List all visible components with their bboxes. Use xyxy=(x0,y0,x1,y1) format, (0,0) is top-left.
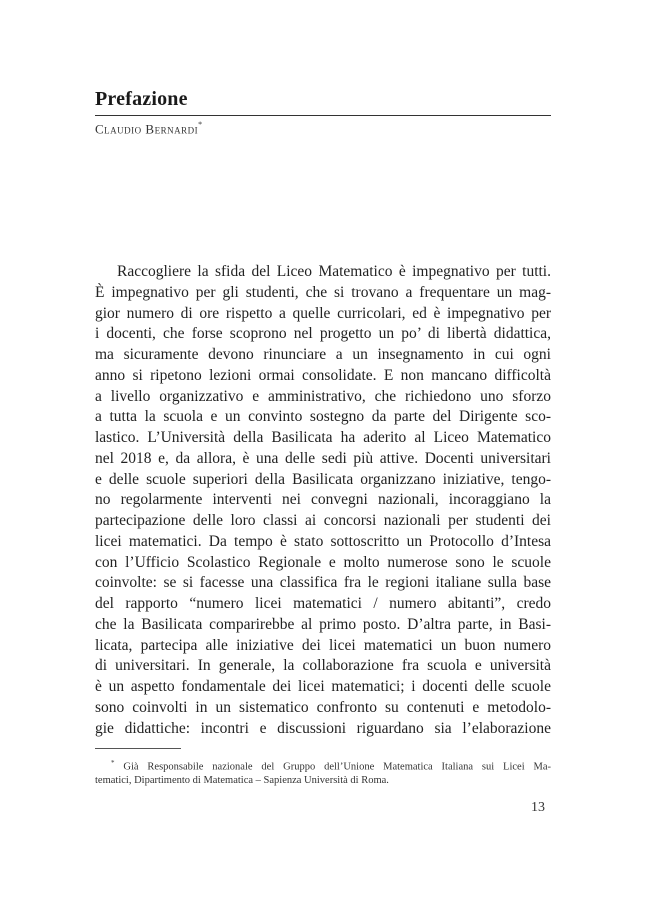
body-line: lastico. L’Università della Basilicata ha aderito al Liceo Matematico xyxy=(95,429,551,446)
footnote-text: Già Responsabile nazionale del Gruppo dell’Unione Matematica Italiana sui Licei Ma- xyxy=(123,761,551,772)
footnote-line: tematici, Dipartimento di Matematica – Sapienza Università di Roma. xyxy=(95,775,389,786)
body-line: e delle scuole superiori della Basilicata organizzano iniziative, tengo- xyxy=(95,470,551,488)
body-line: no regolarmente interventi nei convegni nazionali, incoraggiano la xyxy=(95,491,551,509)
footnote-line xyxy=(95,755,551,772)
body-line: Raccogliere la sfida del Liceo Matematico è impegnativo per tutti. xyxy=(117,263,551,280)
body-paragraph xyxy=(95,262,551,739)
footnote xyxy=(95,755,551,789)
body-line: che la Basilicata comparirebbe al primo posto. D’altra parte, in Basi- xyxy=(95,615,551,633)
body-line: licei matematici. Da tempo è stato sottoscritto un Protocollo d’Intesa xyxy=(95,532,551,550)
author-name: Claudio Bernardi xyxy=(95,121,199,137)
footnote-rule xyxy=(95,748,181,749)
body-line: a livello organizzativo e amministrativo, che richiedono uno sforzo xyxy=(95,387,551,405)
page-number: 13 xyxy=(531,800,545,815)
body-line: è un aspetto fondamentale dei licei matematici; i docenti delle scuole xyxy=(95,678,551,695)
body-line: partecipazione delle loro classi ai concorsi nazionali per studenti dei xyxy=(95,512,551,529)
footnote-marker: * xyxy=(111,759,115,767)
body-line: del rapporto “numero licei matematici / numero abitanti”, credo xyxy=(95,595,551,612)
body-line: di universitari. In generale, la collaborazione fra scuola e università xyxy=(95,657,551,675)
body-line: i docenti, che forse scoprono nel progetto un po’ di libertà didattica, xyxy=(95,325,551,343)
body-line: a tutta la scuola e un convinto sostegno da parte del Dirigente sco- xyxy=(95,408,551,426)
body-line: gior numero di ore rispetto a quelle curricolari, ed è impegnativo per xyxy=(95,304,551,322)
body-line: licata, partecipa alle iniziative dei licei matematici un buon numero xyxy=(95,636,551,654)
body-line: gie didattiche: incontri e discussioni riguardano sia l’elaborazione xyxy=(95,719,551,737)
author-footnote-marker: * xyxy=(198,120,203,129)
author-line xyxy=(95,121,203,137)
body-line: coinvolte: se si facesse una classifica fra le regioni italiane sulla base xyxy=(95,574,551,592)
body-line: anno si ripetono lezioni ormai consolidate. E non mancano difficoltà xyxy=(95,366,551,384)
title-rule xyxy=(95,115,551,116)
body-line: È impegnativo per gli studenti, che si trovano a frequentare un mag- xyxy=(95,283,551,301)
body-line: con l’Ufficio Scolastico Regionale e molto numerose sono le scuole xyxy=(95,553,551,571)
body-line: sono coinvolti in un sistematico confronto su contenuti e metodolo- xyxy=(95,698,551,716)
body-line: nel 2018 e, da allora, è una delle sedi più attive. Docenti universitari xyxy=(95,449,551,467)
body-line: ma sicuramente devono rinunciare a un insegnamento in cui ogni xyxy=(95,346,551,363)
chapter-title: Prefazione xyxy=(95,88,188,110)
